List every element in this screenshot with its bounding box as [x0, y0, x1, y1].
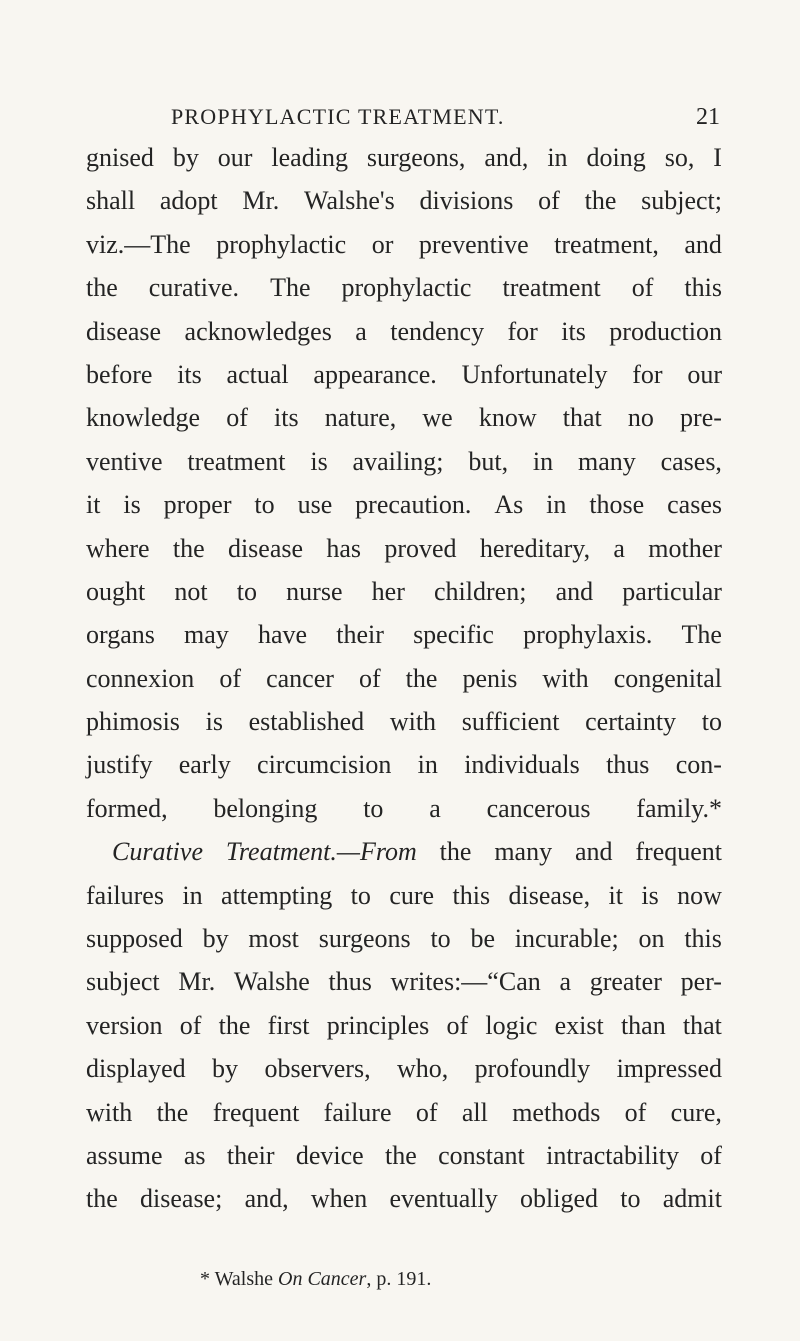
text-line: with the frequent failure of all methods of cure,: [86, 1097, 722, 1127]
text-line: assume as their device the constant intractability of: [86, 1140, 722, 1170]
text-line: gnised by our leading surgeons, and, in doing so, I: [86, 143, 722, 172]
footnote-author: * Walshe: [200, 1268, 274, 1290]
text-line: Curative Treatment.—From the many and frequent: [112, 837, 722, 867]
text-line: it is proper to use precaution. As in those cases: [86, 490, 722, 520]
text-line: subject Mr. Walshe thus writes:—“Can a greater per-: [86, 967, 722, 997]
text-line: justify early circumcision in individuals thus con-: [86, 750, 722, 780]
page-number: 21: [696, 104, 720, 130]
text-line: phimosis is established with sufficient certainty to: [86, 707, 722, 737]
text-line: where the disease has proved hereditary, a mother: [86, 533, 722, 563]
text-line: formed, belonging to a cancerous family.*: [86, 793, 722, 823]
text-line: supposed by most surgeons to be incurable; on this: [86, 924, 722, 954]
text-line: the curative. The prophylactic treatment of this: [86, 273, 722, 303]
text-line: knowledge of its nature, we know that no pre-: [86, 403, 722, 433]
text-line: version of the first principles of logic exist than that: [86, 1010, 722, 1040]
body-text: [86, 136, 722, 1221]
running-head: [171, 104, 720, 136]
text-line: ventive treatment is availing; but, in many cases,: [86, 446, 722, 476]
text-line: organs may have their specific prophylaxis. The: [86, 620, 722, 650]
footnote-page-ref: , p. 191.: [366, 1268, 432, 1290]
text-line: before its actual appearance. Unfortunately for our: [86, 359, 722, 389]
text-line: connexion of cancer of the penis with congenital: [86, 663, 722, 693]
footnote: [200, 1268, 431, 1291]
text-line: viz.—The prophylactic or preventive treatment, and: [86, 229, 722, 259]
chapter-title: PROPHYLACTIC TREATMENT.: [171, 104, 505, 129]
text-line: disease acknowledges a tendency for its production: [86, 316, 722, 346]
text-line: failures in attempting to cure this disease, it is now: [86, 880, 722, 910]
text-line: displayed by observers, who, profoundly impressed: [86, 1054, 722, 1084]
footnote-work-title: On Cancer: [278, 1268, 367, 1290]
text-line: ought not to nurse her children; and particular: [86, 576, 722, 606]
text-line: the disease; and, when eventually obliged to admit: [86, 1184, 722, 1214]
text-line: shall adopt Mr. Walshe's divisions of the subject;: [86, 186, 722, 216]
